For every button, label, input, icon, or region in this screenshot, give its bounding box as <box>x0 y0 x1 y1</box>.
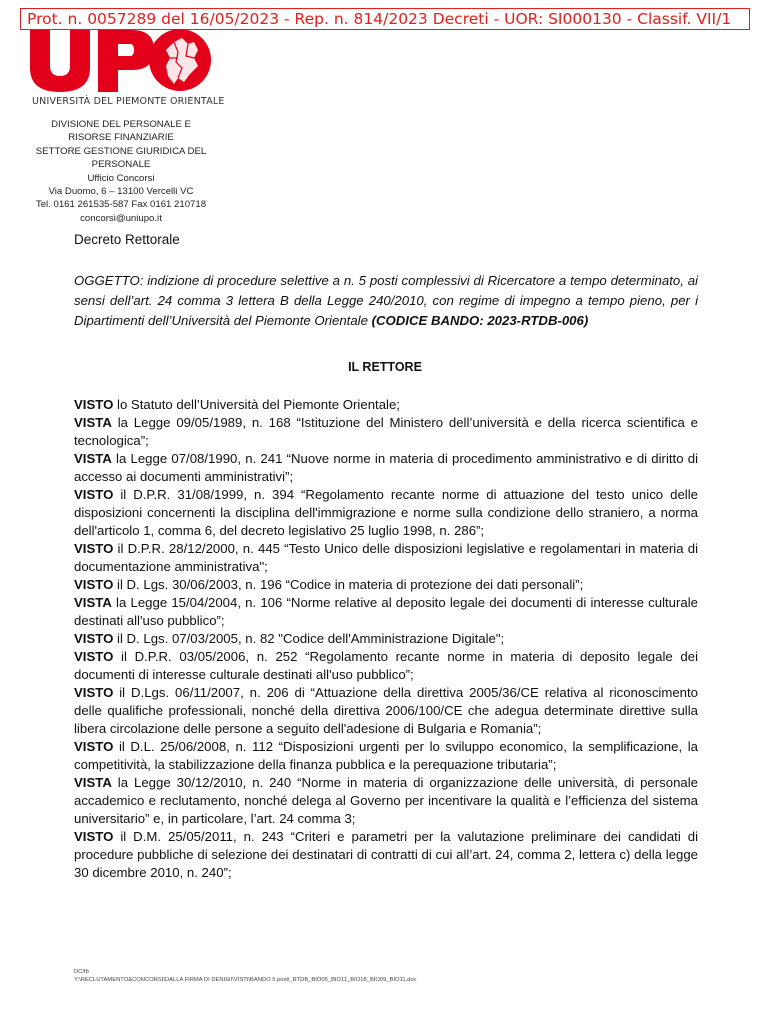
office-line: Ufficio Concorsi <box>87 172 155 184</box>
recital-keyword: VISTO <box>74 829 114 844</box>
recital-text: il D.L. 25/06/2008, n. 112 “Disposizioni urgenti per lo sviluppo economico, la semplificazione, la competitività, la stabilizzazione della finanza pubblica e la perequazione tributaria”; <box>74 739 698 772</box>
recital-item <box>74 684 698 738</box>
recital-text: la Legge 07/08/1990, n. 241 “Nuove norme in materia di procedimento amministrativo e di diritto di accesso ai documenti amministrativi”; <box>74 451 698 484</box>
recital-item <box>74 450 698 486</box>
recital-text: la Legge 09/05/1989, n. 168 “Istituzione del Ministero dell’università e della ricerca scientifica e tecnologica”; <box>74 415 698 448</box>
recital-keyword: VISTO <box>74 487 114 502</box>
office-email: concorsi@uniupo.it <box>80 212 162 224</box>
recital-text: la Legge 30/12/2010, n. 240 “Norme in materia di organizzazione delle università, di personale accademico e reclutamento, nonché delega al Governo per incentivare la qualità e l’efficienza del sistema universitario” e, in particolare, l’art. 24 comma 3; <box>74 775 698 826</box>
recital-text: il D.P.R. 31/08/1999, n. 394 “Regolamento recante norme di attuazione del testo unico delle disposizioni concernenti la disciplina dell'immigrazione e norme sulla condizione dello straniero, a norma dell'articolo 1, comma 6, del decreto legislativo 25 luglio 1998, n. 286”; <box>74 487 698 538</box>
recital-keyword: VISTO <box>74 649 114 664</box>
footer-initials: DC/fb <box>74 969 89 975</box>
footer-file-path: Y:\RECLUTAMENTO&CONCORSI\DALLA FIRMA DI DENISII\VISTI\BANDO 5 posti_RTDB_BIO05_BIO11_BIO18_BIO09_BIO11.doc <box>74 977 417 983</box>
protocol-stamp: Prot. n. 0057289 del 16/05/2023 - Rep. n. 814/2023 Decreti - UOR: SI000130 - Classif. VII/1 <box>20 8 750 30</box>
recital-keyword: VISTA <box>74 595 112 610</box>
recital-item <box>74 486 698 540</box>
recital-item <box>74 396 698 414</box>
office-line: RISORSE FINANZIARIE <box>68 132 174 144</box>
office-line: PERSONALE <box>91 159 151 171</box>
subject-paragraph <box>74 271 698 331</box>
recital-keyword: VISTO <box>74 577 114 592</box>
recital-item <box>74 648 698 684</box>
office-line: SETTORE GESTIONE GIURIDICA DEL <box>35 145 207 157</box>
recital-item <box>74 774 698 828</box>
recital-keyword: VISTO <box>74 739 114 754</box>
recital-keyword: VISTA <box>74 451 112 466</box>
section-heading: IL RETTORE <box>348 360 422 374</box>
recital-keyword: VISTO <box>74 685 114 700</box>
decree-type: Decreto Rettorale <box>74 232 180 247</box>
recital-item <box>74 828 698 882</box>
recital-item <box>74 630 698 648</box>
office-address-block <box>16 118 226 225</box>
recital-item <box>74 576 698 594</box>
recital-item <box>74 414 698 450</box>
recital-text: la Legge 15/04/2004, n. 106 “Norme relative al deposito legale dei documenti di interesse culturale destinati all'uso pubblico”; <box>74 595 698 628</box>
visti-list <box>74 396 698 882</box>
recital-keyword: VISTO <box>74 397 114 412</box>
recital-text: il D.P.R. 03/05/2006, n. 252 “Regolamento recante norme in materia di deposito legale dei documenti di interesse culturale destinati all'uso pubblico”; <box>74 649 698 682</box>
subject-code: (CODICE BANDO: 2023-RTDB-006) <box>371 313 589 328</box>
recital-text: il D. Lgs. 07/03/2005, n. 82 "Codice dell'Amministrazione Digitale"; <box>113 631 505 646</box>
recital-text: il D.P.R. 28/12/2000, n. 445 “Testo Unico delle disposizioni legislative e regolamentari in materia di documentazione amministrativa"; <box>74 541 698 574</box>
subject-text: OGGETTO: indizione di procedure selettive a n. 5 posti complessivi di Ricercatore a tempo determinato, ai sensi dell’art. 24 comma 3 lettera B della Legge 240/2010, con regime di impegno a tempo pieno, per i Dipartimenti dell’Università del Piemonte Orientale <box>74 273 698 328</box>
recital-text: lo Statuto dell’Università del Piemonte Orientale; <box>113 397 400 412</box>
office-line: Via Duomo, 6 – 13100 Vercelli VC <box>48 186 194 198</box>
recital-keyword: VISTA <box>74 775 112 790</box>
recital-text: il D.Lgs. 06/11/2007, n. 206 di “Attuazione della direttiva 2005/36/CE relativa al riconoscimento delle qualifiche professionali, nonché della direttiva 2006/100/CE che adegua determinate direttive sulla libera circolazione delle persone a seguito dell'adesione di Bulgaria e Romania”; <box>74 685 698 736</box>
recital-item <box>74 594 698 630</box>
recital-text: il D.M. 25/05/2011, n. 243 “Criteri e parametri per la valutazione preliminare dei candidati di procedure pubbliche di selezione dei destinatari di contratti di cui all’art. 24, comma 2, lettera c) della legge 30 dicembre 2010, n. 240”; <box>74 829 698 880</box>
recital-keyword: VISTA <box>74 415 112 430</box>
recital-keyword: VISTO <box>74 631 114 646</box>
university-name: UNIVERSITÀ DEL PIEMONTE ORIENTALE <box>32 96 225 107</box>
recital-item <box>74 540 698 576</box>
office-line: Tel. 0161 261535-587 Fax 0161 210718 <box>35 199 207 211</box>
recital-text: il D. Lgs. 30/06/2003, n. 196 “Codice in materia di protezione dei dati personali”; <box>113 577 584 592</box>
office-line: DIVISIONE DEL PERSONALE E <box>51 119 191 130</box>
recital-keyword: VISTO <box>74 541 114 556</box>
recital-item <box>74 738 698 774</box>
document-footer <box>74 968 417 984</box>
